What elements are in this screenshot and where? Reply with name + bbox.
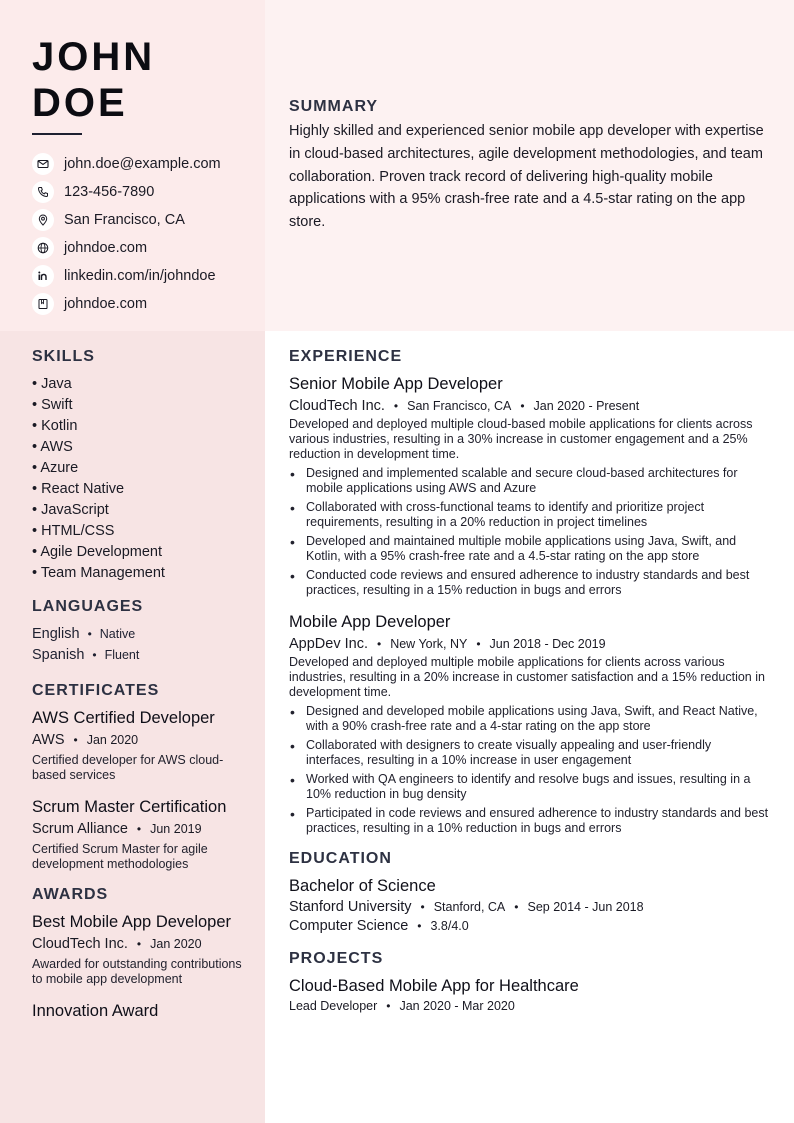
education-school-row [289, 899, 771, 915]
certificate-date: Jun 2019 [150, 822, 202, 836]
language-level: Fluent [104, 648, 140, 662]
skill-item: • HTML/CSS [32, 521, 252, 542]
certificate-description: Certified developer for AWS cloud-based services [32, 753, 224, 782]
job-meta [289, 636, 771, 652]
globe-icon [32, 237, 54, 259]
award-item [32, 912, 252, 987]
certificate-date: Jan 2020 [86, 733, 139, 747]
language-item [32, 624, 252, 645]
contact-portfolio-text: johndoe.com [64, 296, 148, 312]
summary-text: Highly skilled and experienced senior mobile app developer with expertise in cloud-based architectures, agile development methodologies, and team collaboration. Proven track record of delivering high-quality mobile applications with a 95% crash-free rate and a 4.5-star rating on the app store. [289, 123, 764, 231]
education-field-row [289, 918, 771, 934]
job-bullet: • Developed and maintained multiple mobile applications using Java, Swift, and Kotlin, with a 95% crash-free rate and a 4.5-star rating on the app store [289, 534, 771, 564]
right-column [289, 348, 771, 1013]
education-location: Stanford, CA [433, 900, 506, 914]
contact-website-text: johndoe.com [64, 240, 148, 256]
education-field: Computer Science [289, 918, 409, 934]
separator-dot: • [87, 627, 92, 641]
projects-heading: PROJECTS [289, 950, 384, 967]
job-bullet: • Conducted code reviews and ensured adherence to industry standards and best practices, resulting in a 15% reduction in bugs and errors [289, 568, 771, 598]
contact-linkedin[interactable] [32, 262, 221, 290]
contact-email[interactable] [32, 150, 221, 178]
education-degree: Bachelor of Science [289, 877, 436, 895]
location-icon [32, 209, 54, 231]
separator-dot: • [136, 937, 142, 951]
award-item [32, 1001, 252, 1021]
project-role: Lead Developer [289, 999, 378, 1013]
separator-dot: • [136, 822, 142, 836]
language-level: Native [99, 627, 136, 641]
job-bullet: • Collaborated with designers to create visually appealing and user-friendly interfaces, resulting in a 10% increase in user engagement [289, 738, 771, 768]
bookmark-icon [32, 293, 54, 315]
award-description: Awarded for outstanding contributions to mobile app development [32, 957, 242, 986]
candidate-name [32, 34, 155, 126]
job-company: CloudTech Inc. [289, 398, 385, 414]
project-name: Cloud-Based Mobile App for Healthcare [289, 977, 579, 995]
skill-item: • Agile Development [32, 542, 252, 563]
separator-dot: • [417, 919, 422, 933]
job-bullet: • Designed and implemented scalable and secure cloud-based architectures for mobile applications using AWS and Azure [289, 466, 771, 496]
separator-dot: • [420, 900, 425, 914]
separator-dot: • [393, 399, 399, 413]
contact-linkedin-text: linkedin.com/in/johndoe [64, 268, 216, 284]
phone-icon [32, 181, 54, 203]
languages-heading: LANGUAGES [32, 598, 144, 615]
contact-phone[interactable] [32, 178, 221, 206]
job-bullet: • Collaborated with cross-functional teams to identify and prioritize project requirements, resulting in a 20% reduction in project timelines [289, 500, 771, 530]
summary-heading: SUMMARY [289, 98, 379, 115]
skill-item: • Azure [32, 458, 252, 479]
job-description: Developed and deployed multiple cloud-based mobile applications for clients across various industries, resulting in a 30% increase in customer engagement and a 25% reduction in development time. [289, 417, 753, 461]
contact-website[interactable] [32, 234, 221, 262]
separator-dot: • [514, 900, 519, 914]
job-company: AppDev Inc. [289, 636, 368, 652]
language-item [32, 645, 252, 666]
linkedin-icon [32, 265, 54, 287]
job-bullets [289, 704, 771, 836]
certificate-item [32, 708, 252, 783]
skill-item: • Kotlin [32, 416, 252, 437]
job-bullet: • Worked with QA engineers to identify and resolve bugs and issues, resulting in a 10% reduction in bug density [289, 772, 771, 802]
separator-dot: • [92, 648, 97, 662]
name-last: DOE [32, 81, 128, 125]
award-meta [32, 936, 252, 952]
project-entry [289, 976, 771, 1013]
language-name: English [32, 626, 80, 642]
certificate-description: Certified Scrum Master for agile development methodologies [32, 842, 208, 871]
certificates-heading: CERTIFICATES [32, 682, 160, 699]
separator-dot: • [73, 733, 78, 747]
education-school: Stanford University [289, 899, 412, 915]
job-location: San Francisco, CA [407, 399, 512, 413]
award-name: Innovation Award [32, 1002, 159, 1020]
certificate-issuer: Scrum Alliance [32, 821, 128, 837]
job-meta [289, 398, 771, 414]
skill-item: • React Native [32, 479, 252, 500]
certificate-issuer: AWS [32, 732, 65, 748]
contact-location-text: San Francisco, CA [64, 212, 185, 228]
job-location: New York, NY [390, 637, 468, 651]
mail-icon [32, 153, 54, 175]
education-dates: Sep 2014 - Jun 2018 [527, 900, 644, 914]
language-name: Spanish [32, 647, 85, 663]
name-divider [32, 133, 82, 135]
certificate-meta [32, 821, 252, 837]
separator-dot: • [476, 637, 481, 651]
job-description: Developed and deployed multiple mobile applications for clients across various industries, resulting in a 20% increase in customer satisfaction and a 15% reduction in development time. [289, 655, 765, 699]
job-entry [289, 612, 771, 836]
certificate-meta [32, 732, 252, 748]
awards-heading: AWARDS [32, 886, 109, 903]
skill-item: • AWS [32, 437, 252, 458]
contact-list [32, 150, 221, 318]
skills-list [32, 374, 252, 584]
skill-item: • Java [32, 374, 252, 395]
contact-email-text: john.doe@example.com [64, 156, 221, 172]
project-dates: Jan 2020 - Mar 2020 [399, 999, 515, 1013]
certificate-name: AWS Certified Developer [32, 709, 215, 727]
award-date: Jan 2020 [150, 937, 202, 951]
skill-item: • JavaScript [32, 500, 252, 521]
skills-heading: SKILLS [32, 348, 95, 365]
experience-heading: EXPERIENCE [289, 348, 403, 365]
education-gpa: 3.8/4.0 [430, 919, 469, 933]
education-entry [289, 876, 771, 934]
job-entry [289, 374, 771, 598]
left-column [32, 348, 252, 1021]
skill-item: • Swift [32, 395, 252, 416]
separator-dot: • [520, 399, 525, 413]
certificate-name: Scrum Master Certification [32, 798, 227, 816]
job-dates: Jan 2020 - Present [533, 399, 640, 413]
job-title: Mobile App Developer [289, 613, 451, 631]
contact-location [32, 206, 221, 234]
education-heading: EDUCATION [289, 850, 392, 867]
job-bullets [289, 466, 771, 598]
skill-item: • Team Management [32, 563, 252, 584]
project-meta [289, 999, 771, 1013]
award-issuer: CloudTech Inc. [32, 936, 128, 952]
separator-dot: • [377, 637, 382, 651]
job-bullet: • Participated in code reviews and ensured adherence to industry standards and best practices, resulting in a 10% reduction in bugs and errors [289, 806, 771, 836]
job-title: Senior Mobile App Developer [289, 375, 503, 393]
separator-dot: • [386, 999, 391, 1013]
contact-phone-text: 123-456-7890 [64, 184, 155, 200]
job-bullet: • Designed and developed mobile applications using Java, Swift, and React Native, with a 90% crash-free rate and a 4-star rating on the app store [289, 704, 771, 734]
certificate-item [32, 797, 252, 872]
summary-section [289, 98, 769, 234]
job-dates: Jun 2018 - Dec 2019 [489, 637, 606, 651]
contact-portfolio[interactable] [32, 290, 221, 318]
award-name: Best Mobile App Developer [32, 913, 232, 931]
name-first: JOHN [32, 35, 156, 79]
languages-list [32, 624, 252, 666]
